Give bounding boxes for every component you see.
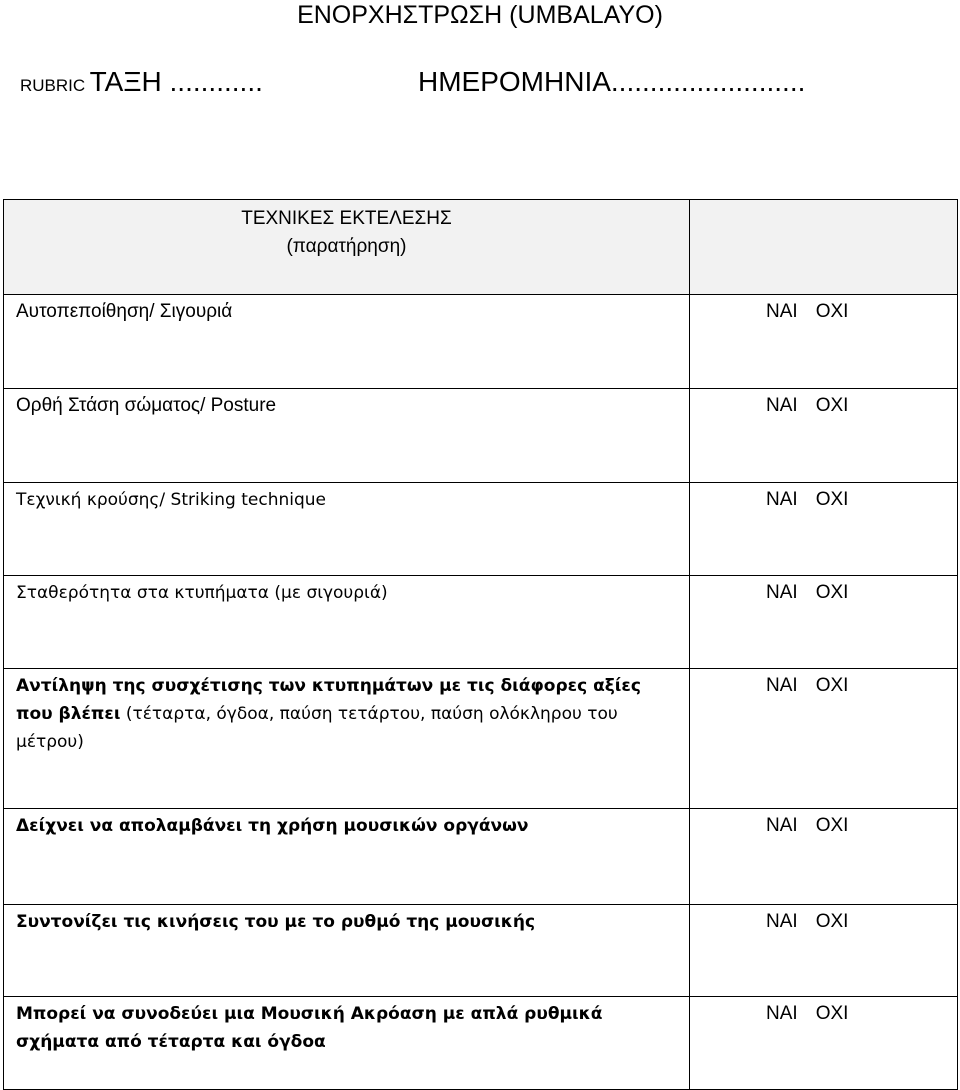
criterion-text-bold: Αντίληψη της συσχέτισης των κτυπημάτων με τις διάφορες αξίες που βλέπει	[16, 676, 641, 724]
table-row	[4, 905, 958, 997]
criterion-cell	[4, 576, 690, 669]
rubric-label: RUBRIC	[20, 76, 86, 95]
answer-cell	[690, 669, 958, 809]
table-row	[4, 483, 958, 576]
yes-option[interactable]: ΝΑΙ	[766, 675, 798, 696]
answer-cell	[690, 576, 958, 669]
answer-cell	[690, 389, 958, 483]
no-option[interactable]: ΟΧΙ	[815, 489, 849, 510]
class-line	[20, 66, 263, 100]
yes-option[interactable]: ΝΑΙ	[766, 395, 798, 416]
criterion-text-rest: (τέταρτα, όγδοα, παύση τετάρτου, παύση ολόκληρου του μέτρου)	[16, 704, 618, 752]
criterion-cell	[4, 905, 690, 997]
criterion-text: Δείχνει να απολαμβάνει τη χρήση μουσικών οργάνων	[16, 816, 529, 836]
no-option[interactable]: ΟΧΙ	[815, 1003, 849, 1024]
yes-option[interactable]: ΝΑΙ	[766, 582, 798, 603]
table-row	[4, 389, 958, 483]
header-answer-cell	[690, 200, 958, 295]
criterion-cell	[4, 997, 690, 1090]
no-option[interactable]: ΟΧΙ	[815, 815, 849, 836]
document-title: ΕΝΟΡΧΗΣΤΡΩΣΗ (UMBALAYO)	[297, 1, 663, 29]
rubric-table	[3, 199, 958, 1090]
table-row	[4, 997, 958, 1090]
table-row	[4, 576, 958, 669]
yes-option[interactable]: ΝΑΙ	[766, 489, 798, 510]
answer-cell	[690, 809, 958, 905]
criterion-text: Αυτοπεποίθηση/ Σιγουριά	[16, 301, 233, 322]
criterion-text: Ορθή Στάση σώματος/ Posture	[16, 395, 277, 416]
class-label: ΤΑΞΗ ............	[89, 66, 263, 97]
criterion-cell	[4, 389, 690, 483]
criterion-text: Μπορεί να συνοδεύει μια Μουσική Ακρόαση με απλά ρυθμικά σχήματα από τέταρτα και όγδοα	[16, 1004, 603, 1052]
answer-cell	[690, 483, 958, 576]
yes-option[interactable]: ΝΑΙ	[766, 1003, 798, 1024]
date-label: ΗΜΕΡΟΜΗΝΙΑ.........................	[418, 66, 806, 97]
criterion-cell	[4, 483, 690, 576]
answer-cell	[690, 905, 958, 997]
criterion-text: Συντονίζει τις κινήσεις του με το ρυθμό της μουσικής	[16, 912, 536, 932]
table-row	[4, 809, 958, 905]
no-option[interactable]: ΟΧΙ	[815, 582, 849, 603]
criterion-cell	[4, 295, 690, 389]
no-option[interactable]: ΟΧΙ	[815, 301, 849, 322]
answer-cell	[690, 295, 958, 389]
header-criteria-cell	[4, 200, 690, 295]
table-header-text: ΤΕΧΝΙΚΕΣ ΕΚΤΕΛΕΣΗΣ (παρατήρηση)	[241, 208, 452, 257]
table-row	[4, 295, 958, 389]
answer-cell	[690, 997, 958, 1090]
no-option[interactable]: ΟΧΙ	[815, 675, 849, 696]
yes-option[interactable]: ΝΑΙ	[766, 301, 798, 322]
criterion-text: Τεχνική κρούσης/ Striking technique	[16, 490, 327, 510]
criterion-cell	[4, 809, 690, 905]
yes-option[interactable]: ΝΑΙ	[766, 815, 798, 836]
criterion-cell	[4, 669, 690, 809]
table-header-row	[4, 200, 958, 295]
no-option[interactable]: ΟΧΙ	[815, 911, 849, 932]
no-option[interactable]: ΟΧΙ	[815, 395, 849, 416]
table-row	[4, 669, 958, 809]
criterion-text	[16, 669, 679, 756]
criterion-text: Σταθερότητα στα κτυπήματα (με σιγουριά)	[16, 583, 388, 603]
yes-option[interactable]: ΝΑΙ	[766, 911, 798, 932]
